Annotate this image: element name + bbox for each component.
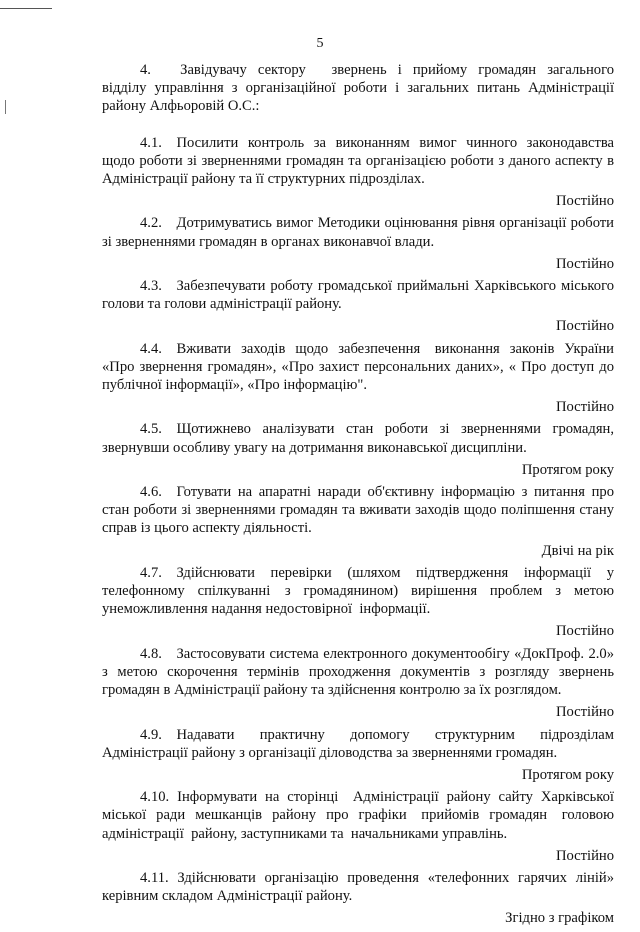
item-term: Двічі на рік [541, 542, 614, 559]
item-term: Постійно [555, 704, 614, 721]
list-item: 4.11. Здійснювати організацію проведення «телефонних гарячих ліній» керівним складом Адміністрації району. [102, 869, 614, 905]
list-item: 4.9. Надавати практичну допомогу структурним підрозділам Адміністрації району з організації діловодства за зверненнями громадян. [102, 726, 614, 761]
list-item: 4.2. Дотримуватись вимог Методики оцінювання рівня організації роботи зі зверненнями громадян в органах виконавчої влади. [102, 215, 614, 250]
page-number: 5 [316, 36, 324, 51]
item-term: Постійно [555, 318, 614, 335]
list-item: 4.3. Забезпечувати роботу громадської приймальні Харківського міського голови та голови адміністрації району. [102, 278, 614, 313]
scan-edge-line [0, 8, 52, 9]
item-term: Постійно [555, 193, 614, 210]
scan-edge-mark [5, 100, 6, 114]
item-term: Згідно з графіком [505, 910, 614, 927]
item-list [102, 134, 614, 928]
list-item: 4.8. Застосовувати система електронного документообігу «ДокПроф. 2.0» з метою скорочення термінів проходження документів з розгляду звернень громадян в Адміністрації району та здійснення контролю за їх розглядом. [102, 645, 614, 699]
list-item: 4.7. Здійснювати перевірки (шляхом підтвердження інформації у телефонному спілкуванні з громадянином) вирішення проблем з метою унеможливлення надання недостовірної інформації. [102, 564, 614, 618]
document-body [102, 61, 614, 932]
item-term: Постійно [555, 623, 614, 640]
list-item: 4.4. Вживати заходів щодо забезпечення виконання законів України «Про звернення громадян», «Про захист персональних даних», « Про доступ до публічної інформації», «Про інформацію". [102, 340, 614, 394]
item-term: Постійно [555, 399, 614, 416]
spacer [102, 116, 614, 134]
section-intro: 4. Завідувачу сектору звернень і прийому громадян загального відділу управління з організаційної роботи і загальних питань Адміністрації району Алфьоровій О.С.: [102, 62, 614, 115]
item-term: Протягом року [521, 766, 614, 783]
list-item: 4.5. Щотижнево аналізувати стан роботи зі зверненнями громадян, звернувши особливу увагу на дотримання виконавської дисципліни. [102, 421, 614, 456]
item-term: Протягом року [521, 461, 614, 478]
item-term: Постійно [555, 847, 614, 864]
list-item: 4.1. Посилити контроль за виконанням вимог чинного законодавства щодо роботи зі зверненнями громадян та організацією роботи з даного аспекту в Адміністрації району та її структурних підрозділах. [102, 134, 614, 188]
list-item: 4.10. Інформувати на сторінці Адміністрації району сайту Харківської міської ради мешканців району про графіки прийомів громадян головою адміністрації району, заступниками та начальниками управлінь. [102, 789, 614, 842]
list-item: 4.6. Готувати на апаратні наради об'єктивну інформацію з питання про стан роботи зі зверненнями громадян та вживати заходів щодо поліпшення стану справ із цього аспекту діяльності. [102, 484, 614, 537]
item-term: Постійно [555, 255, 614, 272]
